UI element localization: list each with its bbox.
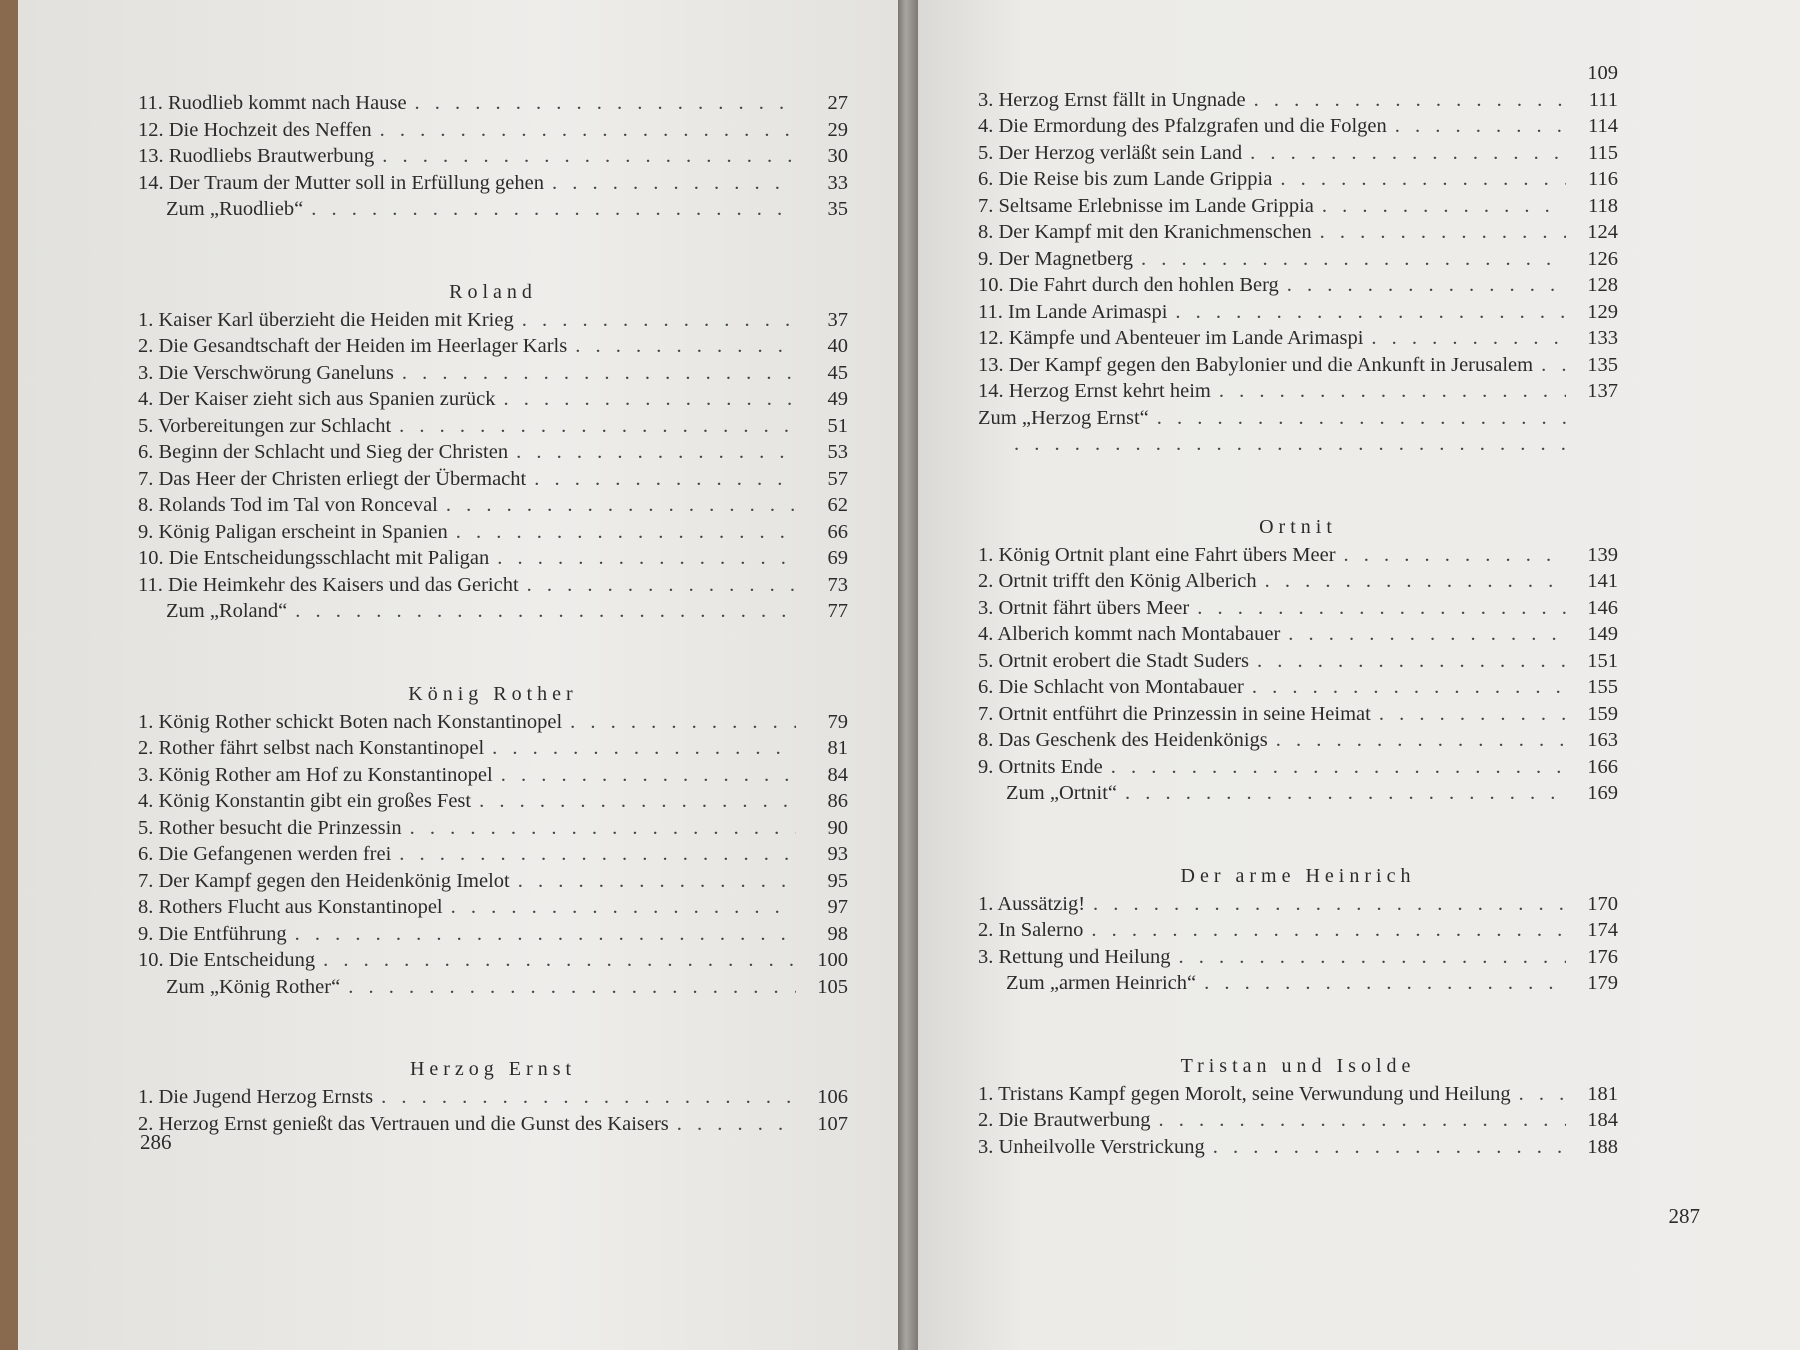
leader-dots bbox=[1141, 246, 1566, 273]
toc-entry: 9. König Paligan erscheint in Spanien . . . 66 bbox=[138, 519, 848, 546]
tristan-entries bbox=[978, 1081, 1618, 1161]
herzog-ernst-continued-entries bbox=[978, 60, 1618, 458]
toc-entry: Zum „armen Heinrich“ . . . 179 bbox=[978, 970, 1618, 997]
leader-dots bbox=[380, 117, 796, 144]
toc-entry: 10. Die Entscheidungsschlacht mit Paligan . . . 69 bbox=[138, 545, 848, 572]
leader-dots bbox=[492, 735, 796, 762]
leader-dots bbox=[1322, 193, 1566, 220]
toc-entry: 4. Der Kaiser zieht sich aus Spanien zurück . . . 49 bbox=[138, 386, 848, 413]
leader-dots bbox=[1519, 1081, 1566, 1108]
toc-entry: 2. In Salerno . . . 174 bbox=[978, 917, 1618, 944]
page-number: 286 bbox=[140, 1130, 172, 1154]
toc-entry: Zum „König Rother“ . . . 105 bbox=[138, 974, 848, 1001]
armer-heinrich-entries bbox=[978, 891, 1618, 997]
leader-dots bbox=[1254, 87, 1566, 114]
toc-entry: 14. Herzog Ernst kehrt heim . . . 137 bbox=[978, 378, 1618, 405]
toc-entry: 7. Der Kampf gegen den Heidenkönig Imelot . . . 95 bbox=[138, 868, 848, 895]
toc-entry: 14. Der Traum der Mutter soll in Erfüllung gehen . . . 33 bbox=[138, 170, 848, 197]
toc-entry: 4. König Konstantin gibt ein großes Fest . . . 86 bbox=[138, 788, 848, 815]
toc-entry: 3. König Rother am Hof zu Konstantinopel . . . 84 bbox=[138, 762, 848, 789]
leader-dots bbox=[381, 1084, 796, 1111]
toc-entry: 1. König Rother schickt Boten nach Konstantinopel . . . 79 bbox=[138, 709, 848, 736]
section-title-herzog-ernst: Herzog Ernst bbox=[409, 1058, 577, 1080]
toc-entry: 2. Ortnit trifft den König Alberich . . . 141 bbox=[978, 568, 1618, 595]
section-title-ortnit: Ortnit bbox=[1259, 515, 1337, 538]
toc-entry: 9. Der Magnetberg . . . 126 bbox=[978, 246, 1618, 273]
toc-entry: 3. Herzog Ernst fällt in Ungnade . . . 111 bbox=[978, 87, 1618, 114]
leader-dots bbox=[575, 333, 796, 360]
roland-entries bbox=[138, 307, 848, 625]
leader-dots bbox=[1111, 754, 1566, 781]
leader-dots bbox=[504, 386, 797, 413]
toc-entry: 8. Rothers Flucht aus Konstantinopel . . . 97 bbox=[138, 894, 848, 921]
leader-dots bbox=[451, 894, 796, 921]
toc-entry: 1. Die Jugend Herzog Ernsts . . . 106 bbox=[138, 1084, 848, 1111]
toc-entry: 1. Kaiser Karl überzieht die Heiden mit Krieg . . . 37 bbox=[138, 307, 848, 334]
leader-dots bbox=[1265, 568, 1566, 595]
page-number: 287 bbox=[1668, 1204, 1700, 1228]
toc-entry: 12. Die Hochzeit des Neffen . . . 29 bbox=[138, 117, 848, 144]
toc-entry: 10. Die Entscheidung . . . 100 bbox=[138, 947, 848, 974]
toc-entry: 4. Alberich kommt nach Montabauer . . . 149 bbox=[978, 621, 1618, 648]
section-title-roland: Roland bbox=[449, 280, 537, 303]
leader-dots bbox=[522, 307, 796, 334]
toc-entry: 8. Der Kampf mit den Kranichmenschen . . . 124 bbox=[978, 219, 1618, 246]
toc-entry: 2. Herzog Ernst genießt das Vertrauen und die Gunst des Kaisers . . . 107 bbox=[138, 1111, 848, 1138]
toc-entry: 3. Die Verschwörung Ganeluns . . . 45 bbox=[138, 360, 848, 387]
leader-dots bbox=[1276, 727, 1566, 754]
leader-dots bbox=[1257, 648, 1566, 675]
toc-entry: 11. Ruodlieb kommt nach Hause . . . 27 bbox=[138, 90, 848, 117]
toc-entry: Zum „Roland“ . . . 77 bbox=[138, 598, 848, 625]
leader-dots bbox=[399, 841, 796, 868]
toc-entry: 5. Ortnit erobert die Stadt Suders . . . 151 bbox=[978, 648, 1618, 675]
leader-dots bbox=[1219, 378, 1566, 405]
toc-entry: 6. Die Gefangenen werden frei . . . 93 bbox=[138, 841, 848, 868]
toc-entry: 2. Rother fährt selbst nach Konstantinopel . . . 81 bbox=[138, 735, 848, 762]
toc-entry: 7. Das Heer der Christen erliegt der Übermacht . . . 57 bbox=[138, 466, 848, 493]
toc-entry: 1. Aussätzig! . . . 170 bbox=[978, 891, 1618, 918]
toc-entry: 4. Die Ermordung des Pfalzgrafen und die Folgen . . . 114 bbox=[978, 113, 1618, 140]
leader-dots bbox=[446, 492, 796, 519]
toc-entry: 6. Die Reise bis zum Lande Grippia . . . 116 bbox=[978, 166, 1618, 193]
section-title-armer-heinrich: Der arme Heinrich bbox=[1180, 864, 1416, 887]
toc-entry bbox=[978, 431, 1618, 458]
toc-entry: 12. Kämpfe und Abenteuer im Lande Arimaspi . . . 133 bbox=[978, 325, 1618, 352]
toc-entry: 5. Der Herzog verläßt sein Land . . . 115 bbox=[978, 140, 1618, 167]
leader-dots bbox=[1280, 166, 1566, 193]
leader-dots bbox=[570, 709, 796, 736]
toc-entry: 2. Die Gesandtschaft der Heiden im Heerlager Karls . . . 40 bbox=[138, 333, 848, 360]
leader-dots bbox=[1379, 701, 1566, 728]
leader-dots bbox=[1159, 1107, 1567, 1134]
toc-entry: 8. Rolands Tod im Tal von Ronceval . . . 62 bbox=[138, 492, 848, 519]
leader-dots bbox=[410, 815, 796, 842]
toc-entry: 1. Tristans Kampf gegen Morolt, seine Verwundung und Heilung . . . 181 bbox=[978, 1081, 1618, 1108]
toc-entry: 3. Ortnit fährt übers Meer . . . 146 bbox=[978, 595, 1618, 622]
leader-dots bbox=[402, 360, 796, 387]
toc-entry: 3. Rettung und Heilung . . . 176 bbox=[978, 944, 1618, 971]
leader-dots bbox=[1093, 891, 1566, 918]
toc-entry: 13. Ruodliebs Brautwerbung . . . 30 bbox=[138, 143, 848, 170]
toc-entry: Zum „Herzog Ernst“ . . . bbox=[978, 405, 1618, 432]
toc-right-column bbox=[978, 60, 1618, 1160]
leader-dots bbox=[1288, 621, 1566, 648]
toc-entry: 7. Ortnit entführt die Prinzessin in seine Heimat . . . 159 bbox=[978, 701, 1618, 728]
toc-entry: 13. Der Kampf gegen den Babylonier und die Ankunft in Jerusalem . . . 135 bbox=[978, 352, 1618, 379]
toc-entry: 6. Beginn der Schlacht und Sieg der Christen . . . 53 bbox=[138, 439, 848, 466]
section-title-koenig-rother: König Rother bbox=[408, 682, 578, 705]
leader-dots bbox=[516, 439, 796, 466]
toc-entry: 8. Das Geschenk des Heidenkönigs . . . 163 bbox=[978, 727, 1618, 754]
book-spine bbox=[896, 0, 918, 1350]
ortnit-entries bbox=[978, 542, 1618, 807]
toc-entry: 3. Unheilvolle Verstrickung . . . 188 bbox=[978, 1134, 1618, 1161]
leader-dots bbox=[1157, 405, 1566, 432]
toc-entry: 5. Vorbereitungen zur Schlacht . . . 51 bbox=[138, 413, 848, 440]
leader-dots bbox=[1371, 325, 1566, 352]
toc-entry: 7. Seltsame Erlebnisse im Lande Grippia . . . 118 bbox=[978, 193, 1618, 220]
toc-entry: 9. Ortnits Ende . . . 166 bbox=[978, 754, 1618, 781]
toc-entry: Zum „Ruodlieb“ . . . 35 bbox=[138, 196, 848, 223]
leader-dots bbox=[399, 413, 796, 440]
toc-entry: Zum „Ortnit“ . . . 169 bbox=[978, 780, 1618, 807]
leader-dots bbox=[295, 921, 796, 948]
section-title-tristan-und-isolde: Tristan und Isolde bbox=[1180, 1054, 1416, 1077]
leader-dots bbox=[1320, 219, 1566, 246]
leader-dots bbox=[1287, 272, 1566, 299]
toc-entry: 1. König Ortnit plant eine Fahrt übers Meer . . . 139 bbox=[978, 542, 1618, 569]
toc-left-column bbox=[138, 90, 848, 1137]
leader-dots bbox=[1344, 542, 1566, 569]
ruodlieb-entries bbox=[138, 90, 848, 223]
leader-dots bbox=[323, 947, 796, 974]
leader-dots bbox=[1175, 299, 1566, 326]
right-page bbox=[918, 0, 1800, 1350]
leader-dots bbox=[1125, 780, 1566, 807]
leader-dots bbox=[1252, 674, 1566, 701]
leader-dots bbox=[1178, 944, 1566, 971]
koenig-rother-entries bbox=[138, 709, 848, 1001]
toc-entry: 109 bbox=[1587, 62, 1618, 84]
toc-entry: 5. Rother besucht die Prinzessin . . . 90 bbox=[138, 815, 848, 842]
leader-dots bbox=[348, 974, 796, 1001]
leader-dots bbox=[1014, 431, 1566, 458]
herzog-ernst-entries bbox=[138, 1084, 848, 1137]
leader-dots bbox=[527, 572, 796, 599]
toc-entry: 11. Die Heimkehr des Kaisers und das Gericht . . . 73 bbox=[138, 572, 848, 599]
leader-dots bbox=[497, 545, 796, 572]
leader-dots bbox=[295, 598, 796, 625]
leader-dots bbox=[479, 788, 796, 815]
toc-entry: 6. Die Schlacht von Montabauer . . . 155 bbox=[978, 674, 1618, 701]
leader-dots bbox=[1197, 595, 1566, 622]
leader-dots bbox=[1541, 352, 1566, 379]
left-page bbox=[18, 0, 898, 1350]
leader-dots bbox=[677, 1111, 796, 1138]
leader-dots bbox=[456, 519, 796, 546]
leader-dots bbox=[1395, 113, 1566, 140]
leader-dots bbox=[534, 466, 796, 493]
toc-entry: 2. Die Brautwerbung . . . 184 bbox=[978, 1107, 1618, 1134]
leader-dots bbox=[382, 143, 796, 170]
toc-entry: 10. Die Fahrt durch den hohlen Berg . . . 128 bbox=[978, 272, 1618, 299]
toc-entry: 9. Die Entführung . . . 98 bbox=[138, 921, 848, 948]
leader-dots bbox=[1204, 970, 1566, 997]
leader-dots bbox=[552, 170, 796, 197]
leader-dots bbox=[1091, 917, 1566, 944]
leader-dots bbox=[1213, 1134, 1566, 1161]
leader-dots bbox=[1250, 140, 1566, 167]
leader-dots bbox=[311, 196, 796, 223]
leader-dots bbox=[501, 762, 796, 789]
leader-dots bbox=[518, 868, 796, 895]
leader-dots bbox=[415, 90, 796, 117]
toc-entry: 11. Im Lande Arimaspi . . . 129 bbox=[978, 299, 1618, 326]
